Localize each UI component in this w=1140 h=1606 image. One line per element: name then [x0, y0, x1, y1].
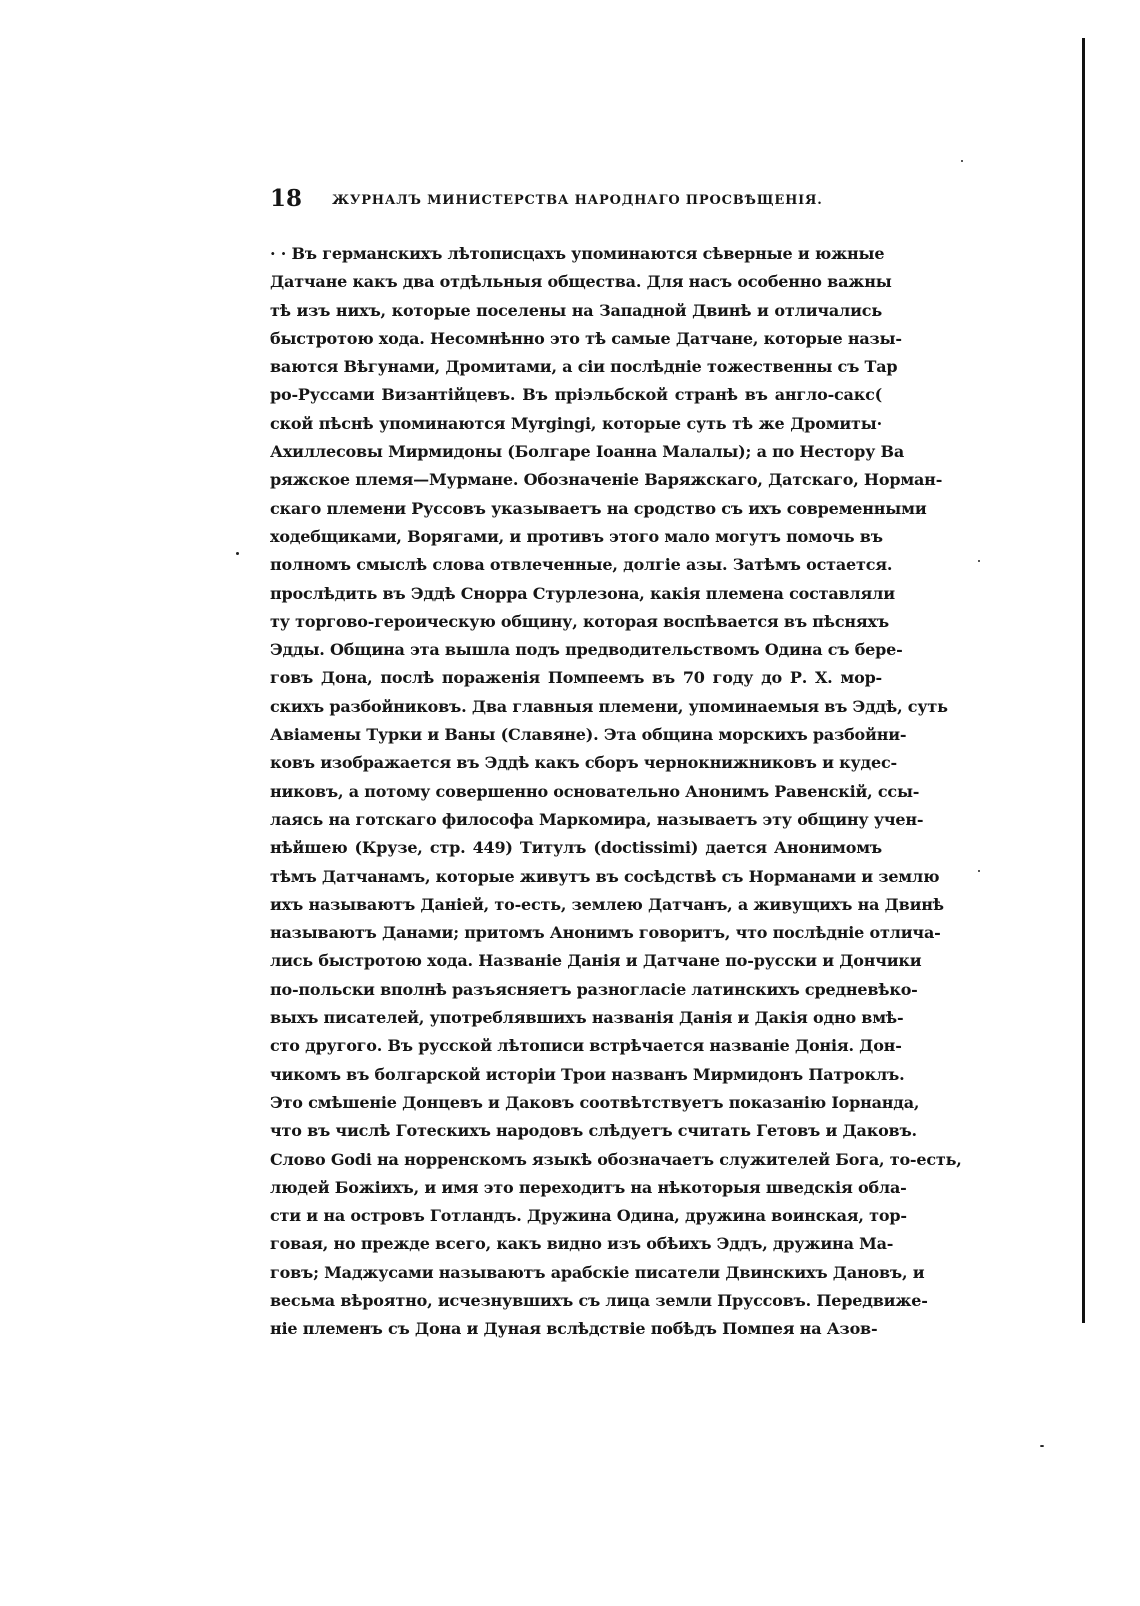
scan-speck: [236, 552, 239, 555]
text-line: тѣ изъ нихъ, которые поселены на Западной Двинѣ и отличались: [270, 300, 882, 320]
page-number: 18: [270, 185, 303, 212]
text-line: Авіамены Турки и Ваны (Славяне). Эта община морскихъ разбойни-: [270, 725, 907, 745]
text-line: скаго племени Руссовъ указываетъ на сродство съ ихъ современными: [270, 498, 927, 518]
text-line: ніе племенъ съ Дона и Дуная вслѣдствіе побѣдъ Помпея на Азов-: [270, 1319, 878, 1339]
text-line: сто другого. Въ русской лѣтописи встрѣчается названіе Донія. Дон-: [270, 1036, 902, 1056]
text-line: Эдды. Община эта вышла подъ предводительствомъ Одина съ бере-: [270, 640, 903, 660]
text-line: людей Божіихъ, и имя это переходитъ на нѣкоторыя шведскія обла-: [270, 1177, 907, 1197]
scan-speck: [1040, 1445, 1044, 1447]
text-line: ходебщиками, Ворягами, и противъ этого мало могутъ помочь въ: [270, 526, 883, 546]
text-line: говая, но прежде всего, какъ видно изъ обѣихъ Эддъ, дружина Ма-: [270, 1234, 894, 1254]
text-line: весьма вѣроятно, исчезнувшихъ съ лица земли Пруссовъ. Передвиже-: [270, 1290, 928, 1310]
text-line: чикомъ въ болгарской исторіи Трои названъ Мирмидонъ Патроклъ.: [270, 1064, 905, 1084]
text-line: ковъ изображается въ Эддѣ какъ сборъ чернокнижниковъ и кудес-: [270, 753, 897, 773]
text-line: нѣйшею (Крузе, стр. 449) Титулъ (doctissimi) дается Анонимомъ: [270, 838, 882, 858]
page-header: [270, 186, 880, 220]
body-text: [270, 240, 962, 1344]
text-line: скихъ разбойниковъ. Два главныя племени, упоминаемыя въ Эддѣ, суть: [270, 696, 948, 716]
text-line: сти и на островъ Готландъ. Дружина Одина, дружина воинская, тор-: [270, 1206, 907, 1226]
text-line: никовъ, а потому совершенно основательно Анонимъ Равенскій, ссы-: [270, 781, 920, 801]
text-line: Ахиллесовы Мирмидоны (Болгаре Іоанна Малалы); а по Нестору Ва: [270, 442, 904, 462]
text-line: ту торгово-героическую общину, которая воспѣвается въ пѣсняхъ: [270, 611, 889, 631]
text-line: ихъ называютъ Даніей, то-есть, землею Датчанъ, а живущихъ на Двинѣ: [270, 894, 944, 914]
text-line: ряжское племя—Мурмане. Обозначеніе Варяжскаго, Датскаго, Норман-: [270, 470, 943, 490]
text-line: полномъ смыслѣ слова отвлеченные, долгіе азы. Затѣмъ остается.: [270, 555, 893, 575]
text-line: лаясь на готскаго философа Маркомира, называетъ эту общину учен-: [270, 809, 924, 829]
text-line: Датчане какъ два отдѣльныя общества. Для насъ особенно важны: [270, 272, 892, 292]
text-line: говъ Дона, послѣ пораженія Помпеемъ въ 70 году до Р. Х. мор-: [270, 668, 882, 688]
text-line: лись быстротою хода. Названіе Данія и Датчане по-русски и Дончики: [270, 951, 922, 971]
text-line: прослѣдить въ Эддѣ Снорра Стурлезона, какія племена составляли: [270, 583, 895, 603]
text-line: · · Въ германскихъ лѣтописцахъ упоминаются сѣверные и южные: [270, 244, 885, 263]
text-line: ваются Вѣгунами, Дромитами, а сіи послѣдніе тожественны съ Тар: [270, 357, 898, 377]
text-line: говъ; Маджусами называютъ арабскіе писатели Двинскихъ Дановъ, и: [270, 1262, 925, 1282]
text-line: быстротою хода. Несомнѣнно это тѣ самые Датчане, которые назы-: [270, 328, 902, 348]
text-line: ро-Руссами Византійцевъ. Въ пріэльбской странѣ въ англо-сакс(: [270, 385, 882, 405]
running-head: ЖУРНАЛЪ МИНИСТЕРСТВА НАРОДНАГО ПРОСВѢЩЕНIЯ.: [332, 193, 823, 208]
scan-speck: [978, 870, 980, 872]
text-line: по-польски вполнѣ разъясняетъ разногласіе латинскихъ средневѣко-: [270, 979, 918, 999]
text-line: тѣмъ Датчанамъ, которые живутъ въ сосѣдствѣ съ Норманами и землю: [270, 866, 940, 886]
text-line: Это смѣшеніе Донцевъ и Даковъ соотвѣтствуетъ показанію Іорнанда,: [270, 1092, 920, 1112]
text-line: ской пѣснѣ упоминаются Myrgingi, которые суть тѣ же Дромиты·: [270, 413, 882, 433]
text-line: Слово Godi на норренскомъ языкѣ обозначаетъ служителей Бога, то-есть,: [270, 1149, 962, 1169]
scan-speck: [961, 160, 963, 162]
scan-speck: [978, 560, 980, 562]
text-line: выхъ писателей, употреблявшихъ названія Данія и Дакія одно вмѣ-: [270, 1008, 904, 1028]
text-line: называютъ Данами; притомъ Анонимъ говоритъ, что послѣдніе отлича-: [270, 923, 941, 943]
text-line: что въ числѣ Готескихъ народовъ слѣдуетъ считать Гетовъ и Даковъ.: [270, 1121, 917, 1141]
page-edge-line: [1082, 38, 1085, 1323]
